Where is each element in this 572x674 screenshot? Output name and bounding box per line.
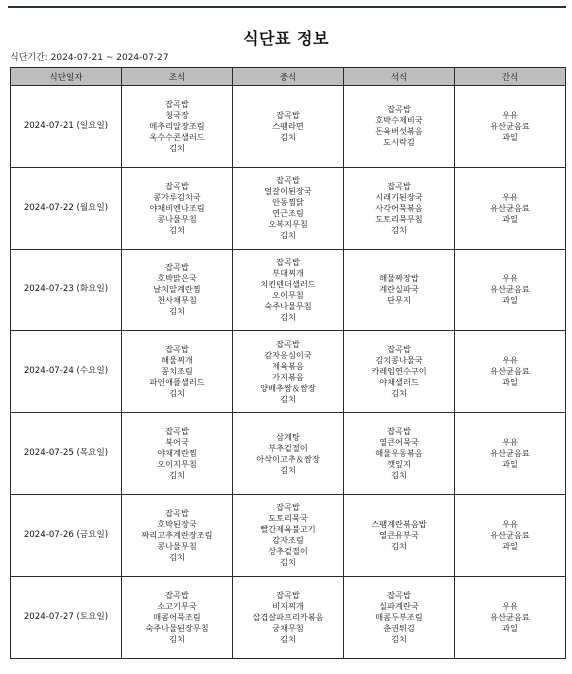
lunch-cell [233,86,344,168]
breakfast-cell [122,167,233,249]
dish-item: 유산균음료 [490,284,530,295]
dish-item: 김치 [280,311,296,322]
table-row [11,331,566,413]
column-header-dinner: 석식 [344,68,455,86]
dish-item: 꽁치조림 [161,366,193,377]
dinner-cell [344,167,455,249]
dish-item: 스팸라면 [272,120,304,131]
dish-item: 짜리고추계란장조림 [141,529,213,540]
breakfast-cell [122,331,233,413]
snack-cell [455,331,566,413]
column-header-lunch: 중식 [233,68,344,86]
dish-item: 단무지 [387,295,411,306]
dish-item: 잡곡밥 [387,426,411,437]
dish-item: 과일 [502,131,518,142]
dish-item: 매콤어묵조림 [153,611,201,622]
dish-item: 숙주나물무침 [264,300,312,311]
dish-item: 안동찜닭 [272,197,304,208]
meal-period: 식단기간: 2024-07-21 ~ 2024-07-27 [10,53,169,63]
date-cell: 2024-07-25 (목요일) [11,413,122,495]
dish-item: 감자옹심이국 [264,349,312,360]
dish-item: 열큰유부국 [379,529,419,540]
dish-item: 삽겹살파프리카볶음 [252,611,324,622]
dish-item: 김치 [169,633,185,644]
dish-item: 부대찌개 [272,267,304,278]
dish-item: 김치 [169,142,185,153]
top-divider [8,6,566,8]
dish-item: 옥수수콘샐러드 [149,131,205,142]
dish-item: 오복지무침 [268,219,308,230]
dish-item: 양배추쌈＆쌈장 [260,382,316,393]
dish-item: 삼계탕 [276,431,300,442]
dish-item: 김치 [391,224,407,235]
snack-cell [455,494,566,576]
column-header-breakfast: 조식 [122,68,233,86]
dish-item: 콩나물무침 [157,213,197,224]
dish-item: 사각어묵볶음 [375,202,423,213]
breakfast-cell [122,413,233,495]
snack-cell [455,167,566,249]
dish-item: 날치알계란찜 [153,284,201,295]
table-header-row [11,68,566,86]
dish-item: 시래기된장국 [375,191,423,202]
lunch-cell [233,249,344,331]
dish-item: 야채샐러드 [379,377,419,388]
dish-item: 김치 [169,388,185,399]
dish-item: 잡곡밥 [276,109,300,120]
dish-item: 도시락김 [383,137,415,148]
dish-item: 잡곡밥 [387,104,411,115]
lunch-cell [233,167,344,249]
dish-item: 잡곡밥 [165,344,189,355]
table-row [11,494,566,576]
dish-item: 과일 [502,622,518,633]
dish-item: 감자조림 [272,535,304,546]
dish-item: 잡곡밥 [387,589,411,600]
table-row [11,249,566,331]
dish-item: 소고기무국 [157,600,197,611]
column-header-snack: 간식 [455,68,566,86]
column-header-date: 식단일자 [11,68,122,86]
dish-item: 김치 [391,633,407,644]
dish-item: 유산균음료 [490,611,530,622]
dish-item: 김치 [391,388,407,399]
dish-item: 숙주나물된장무침 [145,622,209,633]
dish-item: 잡곡밥 [276,175,300,186]
dinner-cell [344,576,455,658]
dish-item: 유산균음료 [490,448,530,459]
dish-item: 잡곡밥 [165,589,189,600]
dish-item: 파인애플샐러드 [149,377,205,388]
dish-item: 도토리묵국 [268,513,308,524]
dish-item: 김치 [280,393,296,404]
dish-item: 오이무침 [272,289,304,300]
dish-item: 김치 [169,306,185,317]
dish-item: 잡곡밥 [276,589,300,600]
dish-item: 김치 [169,470,185,481]
dish-item: 부추겉절이 [268,442,308,453]
snack-cell [455,413,566,495]
table-row [11,576,566,658]
table-row [11,167,566,249]
dish-item: 김치 [169,551,185,562]
dish-item: 유산균음료 [490,120,530,131]
dish-item: 얼갈이된장국 [264,186,312,197]
breakfast-cell [122,494,233,576]
breakfast-cell [122,249,233,331]
date-cell: 2024-07-21 (일요일) [11,86,122,168]
dish-item: 김치 [280,464,296,475]
breakfast-cell [122,576,233,658]
dish-item: 해물우동볶음 [375,448,423,459]
table-row [11,413,566,495]
dish-item: 궁채무침 [272,622,304,633]
dish-item: 유산균음료 [490,202,530,213]
dish-item: 유산균음료 [490,529,530,540]
page-title: 식단표 정보 [243,29,329,48]
dish-item: 실파계란국 [379,600,419,611]
dinner-cell [344,249,455,331]
dish-item: 오이지무침 [157,459,197,470]
breakfast-cell [122,86,233,168]
dish-item: 도토리묵무침 [375,213,423,224]
date-cell: 2024-07-27 (토요일) [11,576,122,658]
dish-item: 잡곡밥 [165,180,189,191]
dish-item: 청국장 [165,109,189,120]
dish-item: 과일 [502,540,518,551]
dish-item: 우유 [502,437,518,448]
dish-item: 잡곡밥 [165,262,189,273]
dish-item: 김치 [169,224,185,235]
dish-item: 김치 [280,131,296,142]
dish-item: 김치 [280,230,296,241]
dish-item: 메추리알장조림 [149,120,205,131]
meal-table [10,67,566,659]
table-row [11,86,566,168]
dish-item: 호박수제비국 [375,115,423,126]
dish-item: 과일 [502,295,518,306]
dish-item: 잡곡밥 [387,344,411,355]
snack-cell [455,249,566,331]
dish-item: 우유 [502,518,518,529]
dish-item: 호박맑은국 [157,273,197,284]
dish-item: 잡곡밥 [276,338,300,349]
dish-item: 우유 [502,600,518,611]
lunch-cell [233,576,344,658]
dish-item: 김치 [391,540,407,551]
dish-item: 잡곡밥 [387,180,411,191]
dish-item: 천사채무침 [157,295,197,306]
dish-item: 돈육버섯볶음 [375,126,423,137]
dish-item: 과일 [502,377,518,388]
dish-item: 야채비엔나조림 [149,202,205,213]
dish-item: 우유 [502,355,518,366]
dish-item: 춘권튀김 [383,622,415,633]
dish-item: 연근조림 [272,208,304,219]
dish-item: 깻잎지 [387,459,411,470]
dish-item: 김치 [280,633,296,644]
dish-item: 스팸계란볶음밥 [371,518,427,529]
dish-item: 야채계란찜 [157,448,197,459]
dish-item: 잡곡밥 [276,502,300,513]
dinner-cell [344,494,455,576]
dish-item: 콩나물무침 [157,540,197,551]
dish-item: 해물짜장밥 [379,273,419,284]
lunch-cell [233,413,344,495]
dish-item: 과일 [502,459,518,470]
dish-item: 아삭이고추＆쌈장 [256,453,320,464]
table-body [11,86,566,659]
dish-item: 해물찌개 [161,355,193,366]
snack-cell [455,576,566,658]
dish-item: 열큰어묵국 [379,437,419,448]
dish-item: 잡곡밥 [165,98,189,109]
dish-item: 치킨텐더샐러드 [260,278,316,289]
snack-cell [455,86,566,168]
dish-item: 빨간제육불고기 [260,524,316,535]
dish-item: 계란실파국 [379,284,419,295]
dish-item: 과일 [502,213,518,224]
dish-item: 호박된장국 [157,518,197,529]
dish-item: 잡곡밥 [165,507,189,518]
dish-item: 김치콩나물국 [375,355,423,366]
dish-item: 유산균음료 [490,366,530,377]
dish-item: 비지찌개 [272,600,304,611]
dish-item: 상추겉절이 [268,546,308,557]
dish-item: 매콤두부조림 [375,611,423,622]
dish-item: 김치 [280,557,296,568]
dish-item: 가지볶음 [272,371,304,382]
lunch-cell [233,331,344,413]
dish-item: 북어국 [165,437,189,448]
dish-item: 잡곡밥 [276,256,300,267]
date-cell: 2024-07-24 (수요일) [11,331,122,413]
dish-item: 카레임연수구이 [371,366,427,377]
dinner-cell [344,86,455,168]
dish-item: 김치 [391,470,407,481]
lunch-cell [233,494,344,576]
date-cell: 2024-07-26 (금요일) [11,494,122,576]
dish-item: 우유 [502,109,518,120]
dish-item: 우유 [502,191,518,202]
dinner-cell [344,413,455,495]
dish-item: 제육볶음 [272,360,304,371]
date-cell: 2024-07-23 (화요일) [11,249,122,331]
date-cell: 2024-07-22 (월요일) [11,167,122,249]
dinner-cell [344,331,455,413]
dish-item: 콩가루김치국 [153,191,201,202]
dish-item: 우유 [502,273,518,284]
dish-item: 잡곡밥 [165,426,189,437]
